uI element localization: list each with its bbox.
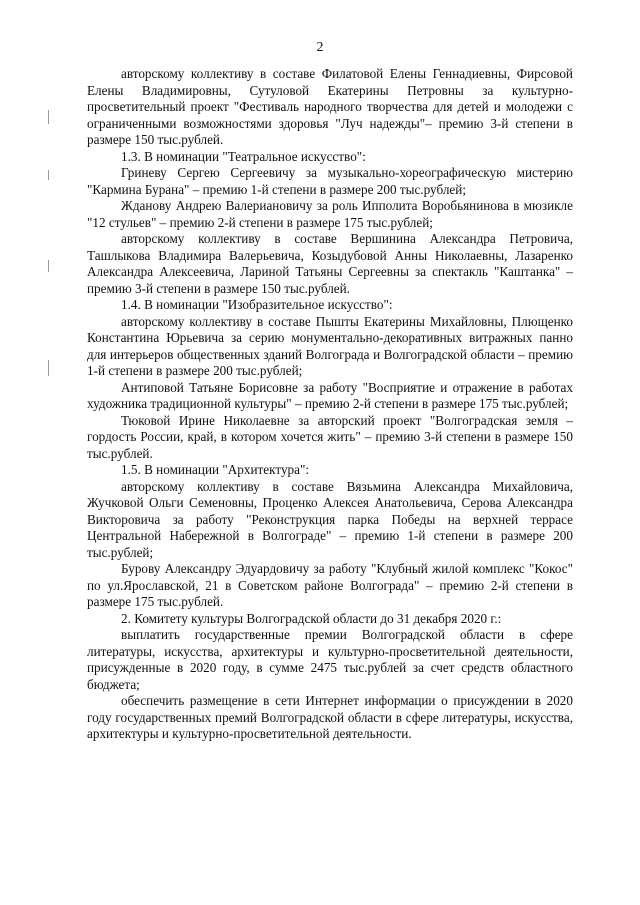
document-body [87,66,573,743]
paragraph-collective-vyazmin: авторскому коллективу в составе Вязьмина Александра Михайловича, Жучковой Ольги Семеновны, Проценко Алексея Анатольевича, Серова Александра Викторовича за работу "Реконструкция парка Победы на верхней террасе Центральной Набережной в Волгограде" – премию 1-й степени в размере 200 тыс.рублей; [87,478,573,560]
page-number: 2 [316,40,324,55]
paragraph-collective-pyshta: авторскому коллективу в составе Пышты Екатерины Михайловны, Плющенко Константина Юрьевича за серию монументально-декоративных витражных панно для интерьеров общественных зданий Волгограда и Волгоградской области – премию 1-й степени в размере 200 тыс.рублей; [87,313,573,378]
paragraph-antipova: Антиповой Татьяне Борисовне за работу "Восприятие и отражение в работах художника традиционной культуры" – премию 2-й степени в размере 175 тыс.рублей; [87,379,573,411]
paragraph-burov: Бурову Александру Эдуардовичу за работу "Клубный жилой комплекс "Кокос" по ул.Ярославской, 21 в Советском районе Волгограда" – премию 2-й степени в размере 175 тыс.рублей. [87,561,573,609]
paragraph-committee-instruction: 2. Комитету культуры Волгоградской области до 31 декабря 2020 г.: [121,610,502,626]
scan-edge-marks [48,110,50,430]
paragraph-grinev: Гриневу Сергею Сергеевичу за музыкально-хореографическую мистерию "Кармина Бурана" – премию 1-й степени в размере 200 тыс.рублей; [87,165,573,197]
paragraph-nomination-architecture: 1.5. В номинации "Архитектура": [121,462,310,477]
paragraph-nomination-theatre: 1.3. В номинации "Театральное искусство": [121,148,366,164]
paragraph-publish-info: обеспечить размещение в сети Интернет информации о присуждении в 2020 году государственных премий Волгоградской области в сфере литературы, искусства, архитектуры и культурно-просветительной деятельности. [87,693,573,741]
paragraph-pay-prizes: выплатить государственные премии Волгоградской области в сфере литературы, искусства, архитектуры и культурно-просветительной деятельности, присужденные в 2020 году, в сумме 2475 тыс.рублей за счет средств областного бюджета; [87,627,573,692]
paragraph-zhdanov: Жданову Андрею Валериановичу за роль Ипполита Воробьянинова в мюзикле "12 стульев" – премию 2-й степени в размере 175 тыс.рублей; [87,198,573,230]
paragraph-tyukova: Тюковой Ирине Николаевне за авторский проект "Волгоградская земля – гордость России, край, в котором хочется жить" – премию 3-й степени в размере 150 тыс.рублей. [87,412,573,461]
paragraph-collective-filatova: авторскому коллективу в составе Филатовой Елены Геннадиевны, Фирсовой Елены Владимировны, Сутуловой Екатерины Петровны за культурно-просветительный проект "Фестиваль народного творчества для детей и молодежи с ограниченными возможностями здоровья "Луч надежды"– премию 3-й степени в размере 150 тыс.рублей. [87,66,573,147]
paragraph-nomination-fine-art: 1.4. В номинации "Изобразительное искусство": [121,297,393,312]
paragraph-collective-vershinin: авторскому коллективу в составе Вершинина Александра Петровича, Ташлыкова Владимира Валерьевича, Козыдубовой Анны Николаевны, Лазаренко Александра Алексеевича, Лариной Татьяны Сергеевны за спектакль "Каштанка" – премию 3-й степени в размере 150 тыс.рублей. [87,231,573,296]
